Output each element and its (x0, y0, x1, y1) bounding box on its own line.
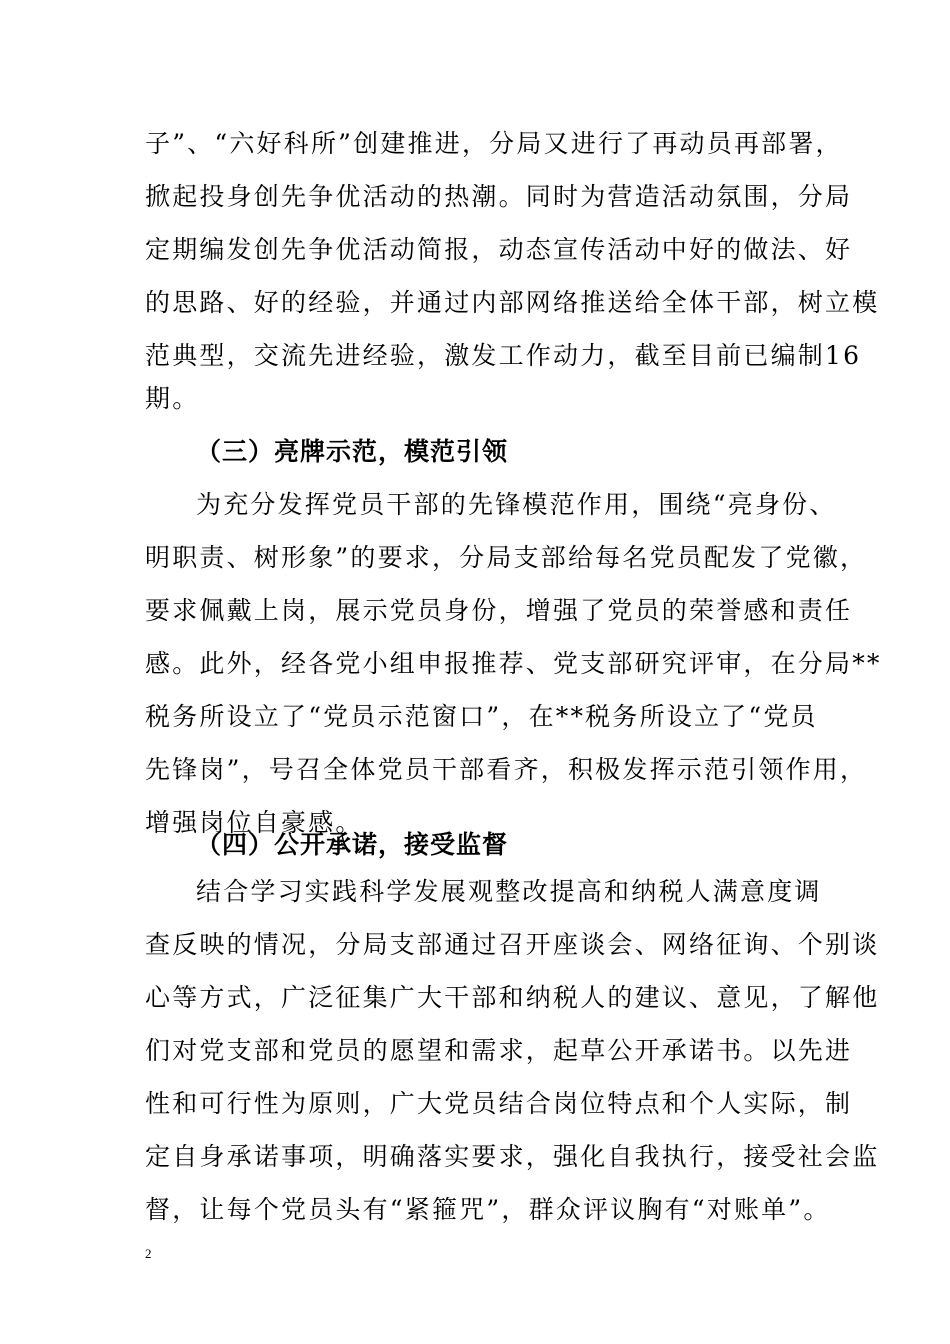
paragraph-line: 明职责、树形象”的要求，分局支部给每名党员配发了党徽， (145, 543, 868, 572)
paragraph-line: 掀起投身创先争优活动的热潮。同时为营造活动氛围，分局 (145, 182, 853, 211)
paragraph-line: 督，让每个党员头有“紧箍咒”，群众评议胸有“对账单”。 (145, 1195, 831, 1224)
paragraph-line: 定自身承诺事项，明确落实要求，强化自我执行，接受社会监 (145, 1142, 880, 1171)
page-number: 2 (145, 1246, 152, 1261)
section-heading: （三）亮牌示范，模范引领 (196, 437, 509, 466)
section-heading: （四）公开承诺，接受监督 (196, 830, 509, 859)
paragraph-line: 子”、“六好科所”创建推进，分局又进行了再动员再部署， (145, 129, 843, 158)
paragraph-line: 感。此外，经各党小组申报推荐、党支部研究评审，在分局** (145, 649, 882, 678)
paragraph-line: 税务所设立了“党员示范窗口”，在**税务所设立了“党员 (145, 702, 818, 731)
paragraph-line: 结合学习实践科学发展观整改提高和纳税人满意度调 (196, 877, 822, 906)
paragraph-line: 性和可行性为原则，广大党员结合岗位特点和个人实际，制 (145, 1089, 853, 1118)
paragraph-line: 们对党支部和党员的愿望和需求，起草公开承诺书。以先进 (145, 1036, 853, 1065)
paragraph-line: 要求佩戴上岗，展示党员身份，增强了党员的荣誉感和责任 (145, 596, 853, 625)
paragraph-line: 定期编发创先争优活动简报，动态宣传活动中好的做法、好 (145, 235, 853, 264)
paragraph-line: 增强岗位自豪感。 (145, 808, 363, 837)
paragraph-line: 心等方式，广泛征集广大干部和纳税人的建议、意见，了解他 (145, 983, 880, 1012)
paragraph-line: 为充分发挥党员干部的先锋模范作用，围绕“亮身份、 (196, 490, 837, 519)
paragraph-line: 先锋岗”，号召全体党员干部看齐，积极发挥示范引领作用， (145, 755, 868, 784)
paragraph-line: 的思路、好的经验，并通过内部网络推送给全体干部，树立模 (145, 288, 880, 317)
paragraph-line: 查反映的情况，分局支部通过召开座谈会、网络征询、个别谈 (145, 930, 880, 959)
paragraph-line: 范典型，交流先进经验，激发工作动力，截至目前已编制16 (145, 341, 862, 370)
paragraph-line: 期。 (145, 384, 200, 413)
